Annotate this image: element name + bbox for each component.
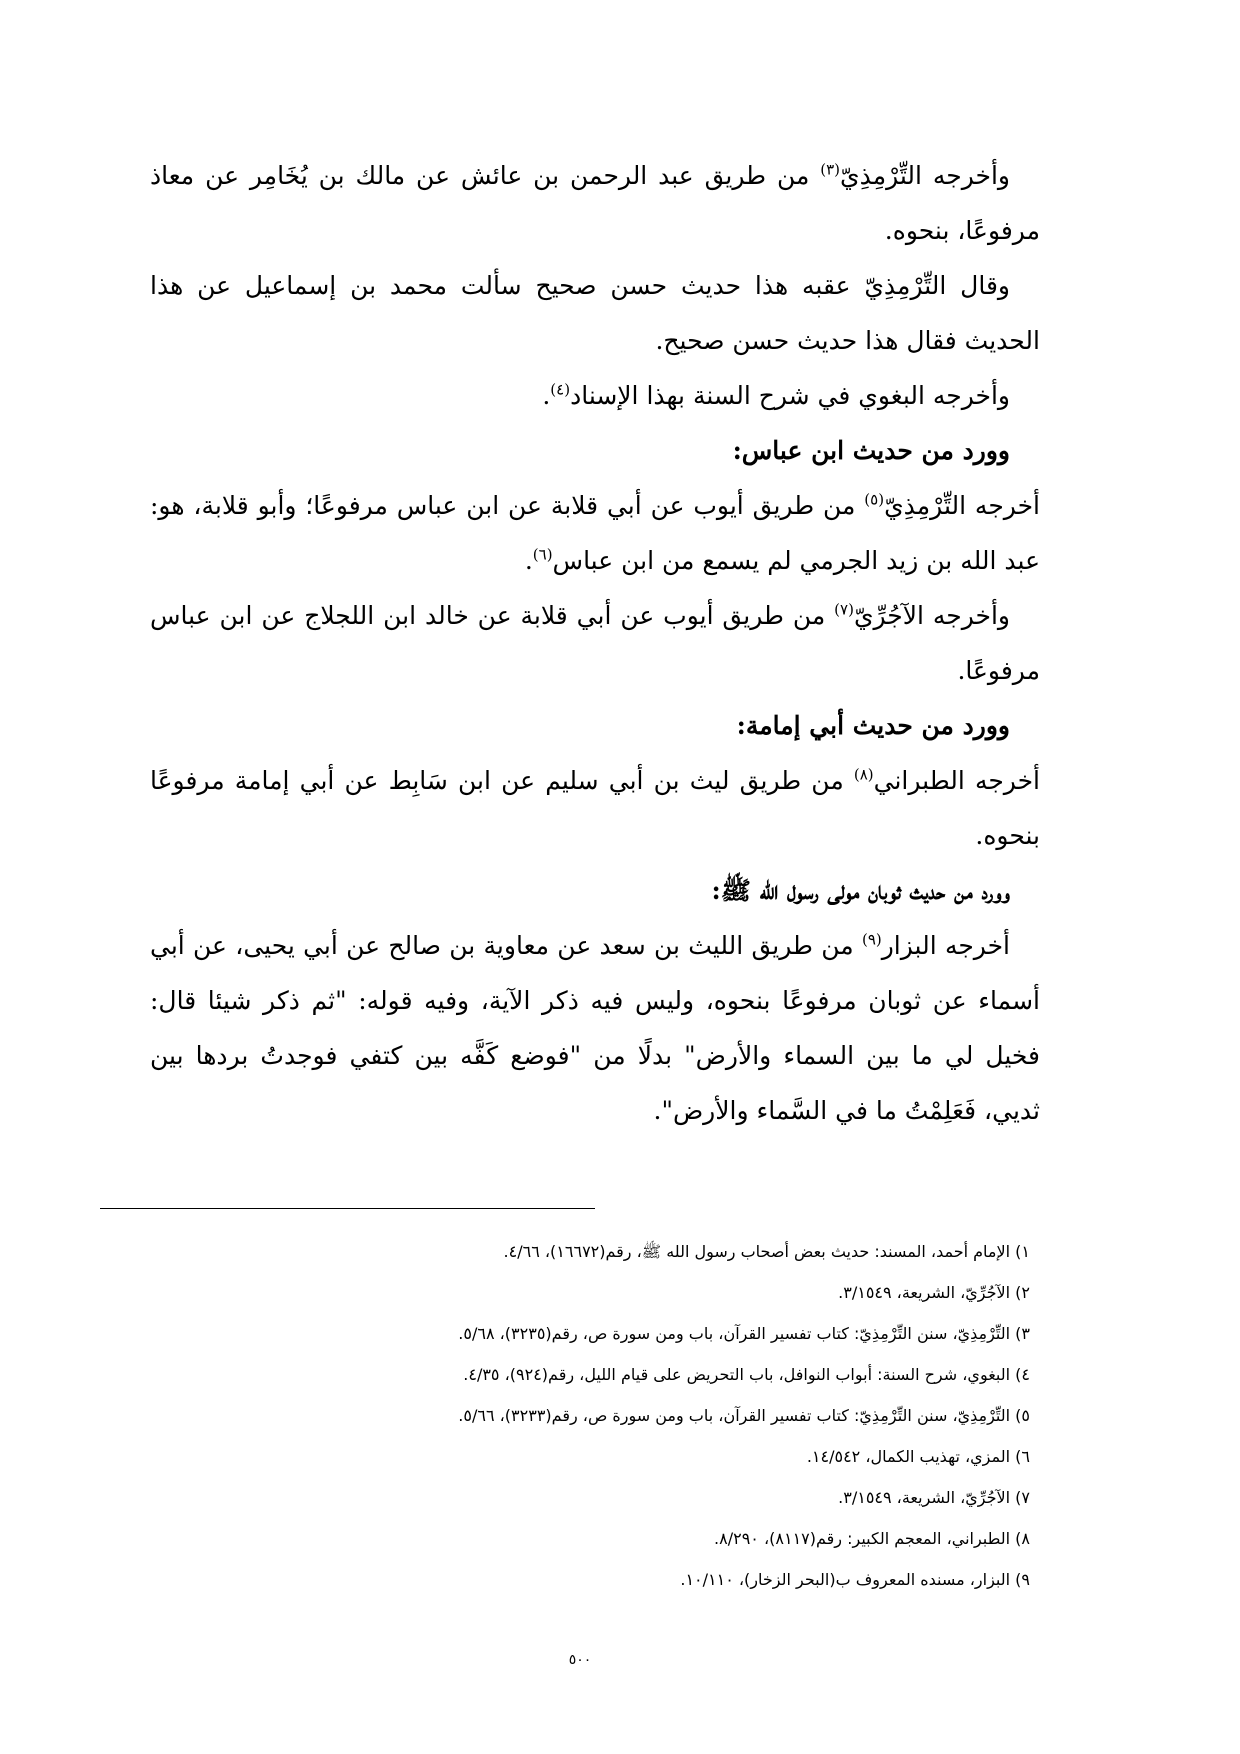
footnote-item: ٣) التِّرْمِذِيّ، سنن التِّرْمِذِيّ: كتاب تفسير القرآن، باب ومن سورة ص، رقم(٣٢٣٥)، ٥/٦٨. — [458, 1324, 1030, 1343]
page-number: ٥٠٠ — [568, 1652, 592, 1668]
text-run: من طريق أيوب عن أبي قلابة عن ابن عباس مرفوعًا؛ وأبو قلابة، هو: عبد الله بن زيد الجرمي لم يسمع من ابن عباس — [150, 491, 1040, 575]
paragraph-bazzar — [150, 918, 1040, 1138]
text-run: وأخرجه التِّرْمِذِيّ — [840, 161, 1010, 190]
footnote-item: ١) الإمام أحمد، المسند: حديث بعض أصحاب رسول الله ﷺ، رقم(١٦٦٧٢)، ٤/٦٦. — [503, 1242, 1030, 1261]
footnote-ref[interactable]: (٤) — [550, 380, 571, 399]
text-run: أخرجه البزار — [881, 931, 1010, 960]
text-run: وأخرجه البغوي في شرح السنة بهذا الإسناد — [570, 381, 1010, 410]
footnote-ref[interactable]: (٨) — [853, 765, 874, 784]
footnote-item: ٢) الآجُرِّيّ، الشريعة، ٣/١٥٤٩. — [838, 1283, 1030, 1302]
text-run: وقال التِّرْمِذِيّ عقبه هذا حديث حسن صحيح سألت محمد بن إسماعيل عن هذا الحديث فقال هذا حديث حسن صحيح. — [150, 271, 1040, 355]
footnote-ref[interactable]: (٩) — [861, 930, 882, 949]
footnote-item: ٩) البزار، مسنده المعروف ب(البحر الزخار)، ١٠/١١٠. — [680, 1570, 1030, 1589]
main-text — [150, 148, 1040, 1138]
footnote-item: ٧) الآجُرِّيّ، الشريعة، ٣/١٥٤٩. — [838, 1488, 1030, 1507]
text-run: . — [524, 546, 533, 575]
text-run: من طريق الليث بن سعد عن معاوية بن صالح عن أبي يحيى، عن أبي أسماء عن ثوبان مرفوعًا بنحوه، وليس فيه ذكر الآية، وفيه قوله: "ثم ذكر شيئا قال: فخيل لي ما بين السماء والأرض" بدلًا من "فوضع كَفَّه بين كتفي فوجدتُ بردها بين ثديي، فَعَلِمْتُ ما في السَّماء والأرض". — [150, 931, 1040, 1125]
text-run: وأخرجه الآجُرِّيّ — [853, 601, 1010, 630]
footnote-separator — [100, 1208, 595, 1209]
text-run: من طريق ليث بن أبي سليم عن ابن سَابِط عن أبي إمامة مرفوعًا بنحوه. — [150, 766, 1040, 850]
paragraph-baghawi — [150, 368, 1040, 423]
footnote-ref[interactable]: (٥) — [864, 490, 885, 509]
footnote-item: ٨) الطبراني، المعجم الكبير: رقم(٨١١٧)، ٨/٢٩٠. — [714, 1529, 1030, 1548]
text-run: . — [542, 381, 551, 410]
paragraph-tabarani — [150, 753, 1040, 863]
footnote-item: ٥) التِّرْمِذِيّ، سنن التِّرْمِذِيّ: كتاب تفسير القرآن، باب ومن سورة ص، رقم(٣٢٣٣)، ٥/٦٦. — [458, 1406, 1030, 1425]
paragraph-tirmidhi-2 — [150, 258, 1040, 368]
text-run: أخرجه التِّرْمِذِيّ — [884, 491, 1040, 520]
paragraph-tirmidhi-3 — [150, 478, 1040, 588]
section-heading-thawban: وورد من حديث ثوبان مولى رسول الله ﷺ: — [711, 876, 1010, 905]
paragraph-tirmidhi-1 — [150, 148, 1040, 258]
footnotes — [150, 1231, 1030, 1600]
section-heading-abi-imama: وورد من حديث أبي إمامة: — [736, 711, 1010, 740]
footnote-ref[interactable]: (٣) — [820, 160, 841, 179]
text-run: أخرجه الطبراني — [873, 766, 1040, 795]
paragraph-ajurri — [150, 588, 1040, 698]
text-run: من طريق عبد الرحمن بن عائش عن مالك بن يُخَامِر عن معاذ مرفوعًا، بنحوه. — [150, 161, 1040, 245]
section-heading-ibn-abbas: وورد من حديث ابن عباس: — [732, 436, 1010, 465]
footnote-item: ٤) البغوي، شرح السنة: أبواب النوافل، باب التحريض على قيام الليل، رقم(٩٢٤)، ٤/٣٥. — [463, 1365, 1030, 1384]
footnote-ref[interactable]: (٦) — [532, 545, 553, 564]
text-run: من طريق أيوب عن أبي قلابة عن خالد ابن اللجلاج عن ابن عباس مرفوعًا. — [150, 601, 1040, 685]
footnote-ref[interactable]: (٧) — [834, 600, 854, 619]
footnote-item: ٦) المزي، تهذيب الكمال، ١٤/٥٤٢. — [806, 1447, 1030, 1466]
